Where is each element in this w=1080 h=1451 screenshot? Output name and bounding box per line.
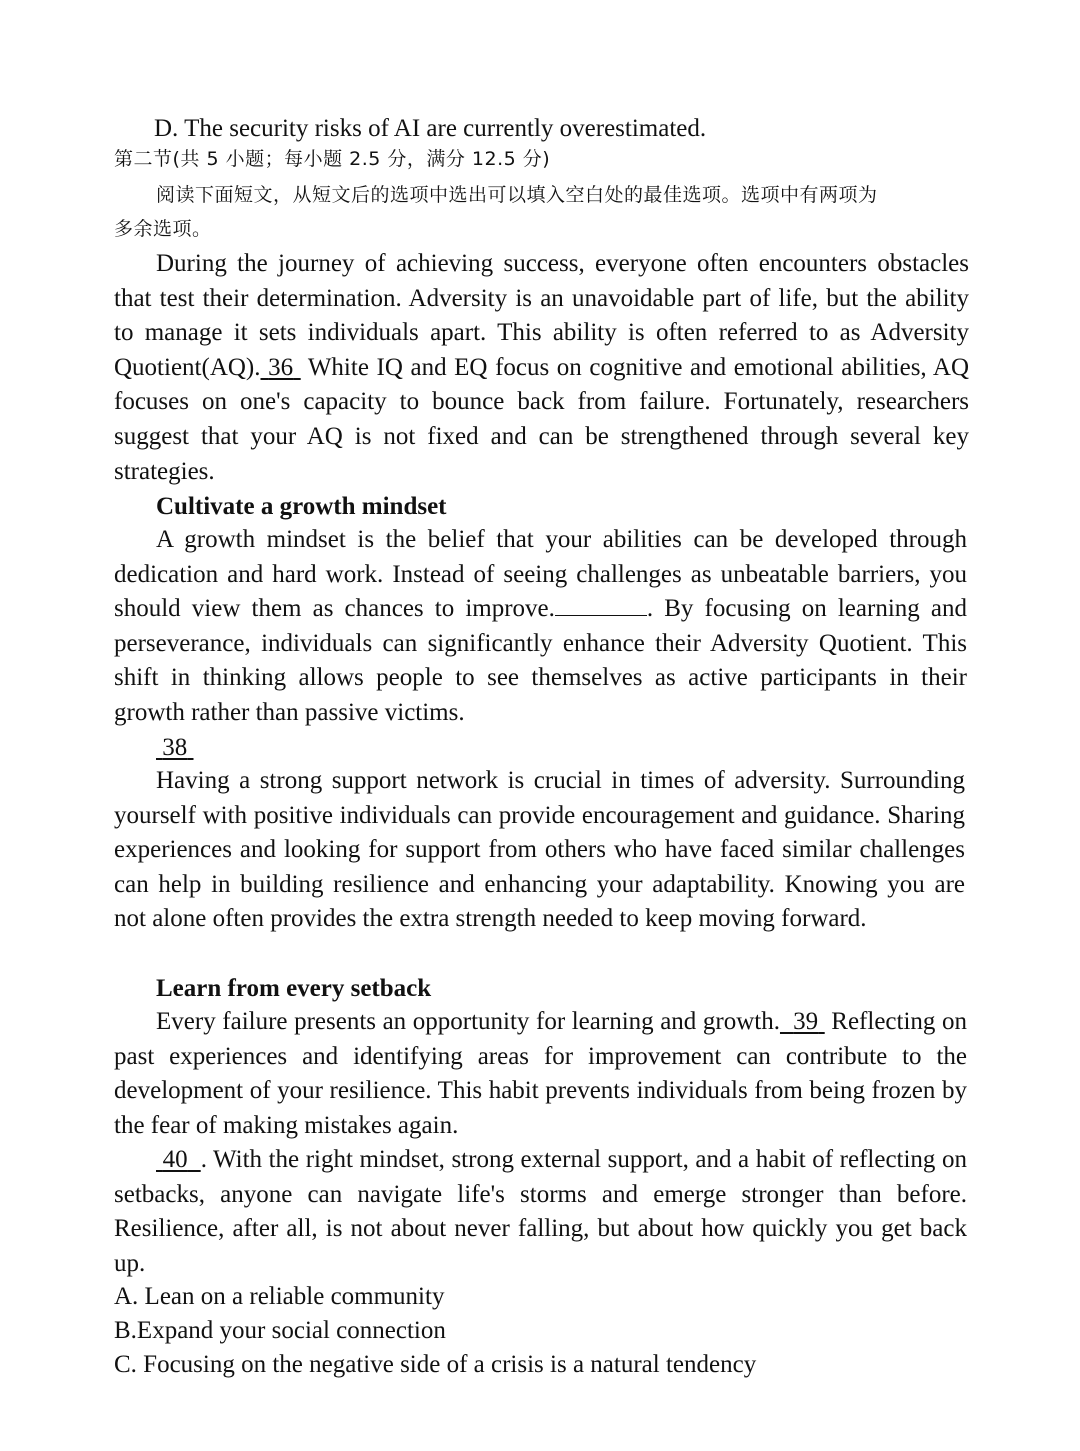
option-b[interactable]: B.Expand your social connection [114, 1317, 446, 1344]
blank-38[interactable] [156, 734, 194, 761]
intro-text-after: White IQ and EQ focus on cognitive and emotional abilities, AQ focuses on one's capacity to bounce back from failure. Fortunately, researchers suggest that your AQ is not fixed and can be strengthened through several key strategies. [114, 353, 969, 485]
intro-paragraph [114, 247, 969, 489]
para3-text-before: Every failure presents an opportunity for learning and growth. [156, 1008, 780, 1035]
heading-38-line [156, 733, 194, 763]
option-a[interactable]: A. Lean on a reliable community [114, 1283, 445, 1310]
conclusion-paragraph [114, 1143, 967, 1281]
growth-mindset-paragraph [114, 523, 967, 731]
para3-text-after: Reflecting on past experiences and identifying areas for improvement can contribute to the development of your resilience. This habit prevents individuals from being frozen by the fear of making mistakes again. [114, 1008, 967, 1139]
blank-38-number: 38 [162, 734, 188, 761]
para4-text-after: . With the right mindset, strong external support, and a habit of reflecting on setbacks, anyone can navigate life's storms and emerge stronger than before. Resilience, after all, is not about never falling, but about how quickly you get back up. [114, 1146, 967, 1277]
option-c[interactable]: C. Focusing on the negative side of a crisis is a natural tendency [114, 1351, 757, 1378]
blank-36[interactable] [261, 354, 301, 381]
heading-growth-mindset: Cultivate a growth mindset [156, 493, 447, 520]
heading-learn-setback: Learn from every setback [156, 975, 432, 1002]
blank-39-number: 39 [793, 1008, 819, 1035]
para1-text-before: A growth mindset is the belief that your abilities can be developed through dedication and hard work. Instead of seeing challenges as unbeatable barriers, you should view them as chances to improve. [114, 526, 967, 623]
blank-40[interactable] [156, 1146, 201, 1173]
instruction-line-1: 阅读下面短文，从短文后的选项中选出可以填入空白处的最佳选项。选项中有两项为 [156, 184, 878, 206]
instruction-line-2: 多余选项。 [114, 218, 212, 240]
blank-37[interactable] [555, 593, 647, 616]
blank-36-number: 36 [268, 353, 294, 381]
previous-option-d: D. The security risks of AI are currently overestimated. [154, 115, 707, 142]
blank-39[interactable] [780, 1008, 825, 1035]
setback-paragraph [114, 1005, 967, 1143]
intro-text-before: During the journey of achieving success, everyone often encounters obstacles that test their determination. Adversity is an unavoidable part of life, but the ability to manage it sets individuals apart. This ability is often referred to as Adversity Quotient(AQ). [114, 250, 969, 381]
blank-40-number: 40 [162, 1146, 188, 1173]
support-network-paragraph: Having a strong support network is crucial in times of adversity. Surrounding yourself with positive individuals can provide encouragement and guidance. Sharing experiences and looking for support from others who have faced similar challenges can help in building resilience and enhancing your adaptability. Knowing you are not alone often provides the extra strength needed to keep moving forward. [114, 767, 965, 933]
para1-text-after: . By focusing on learning and perseverance, individuals can significantly enhance their Adversity Quotient. This shift in thinking allows people to see themselves as active participants in their growth rather than passive victims. [114, 595, 967, 726]
section-heading: 第二节(共 5 小题；每小题 2.5 分，满分 12.5 分) [114, 148, 551, 170]
